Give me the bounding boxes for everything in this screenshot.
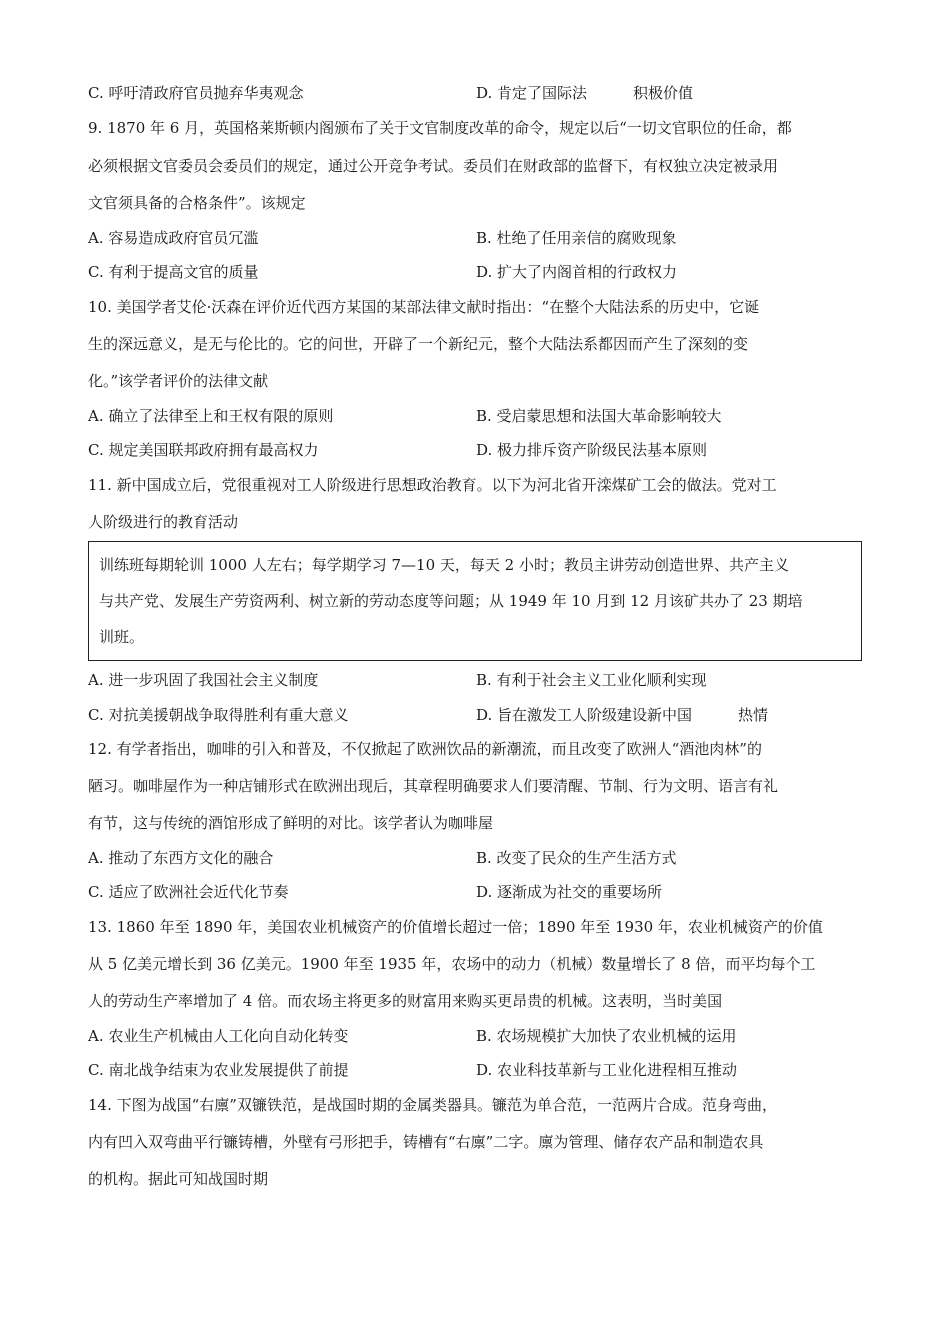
q14-stem-line-3: 的机构。据此可知战国时期 bbox=[88, 1170, 269, 1188]
q8-option-c: C. 呼吁清政府官员抛弃华夷观念 bbox=[88, 84, 304, 102]
q9-option-c: C. 有利于提高文官的质量 bbox=[88, 263, 259, 281]
q11-stem-line-1: 11. 新中国成立后，党很重视对工人阶级进行思想政治教育。以下为河北省开滦煤矿工会的做法。党对工 bbox=[88, 476, 777, 494]
q8-option-d-text: D. 肯定了国际法 bbox=[476, 84, 588, 102]
q9-option-a: A. 容易造成政府官员冗滥 bbox=[88, 229, 259, 247]
q14-stem-line-1: 14. 下图为战国“右廪”双镰铁范，是战国时期的金属类器具。镰范为单合范，一范两片合成。范身弯曲， bbox=[88, 1096, 777, 1114]
q12-option-a: A. 推动了东西方文化的融合 bbox=[88, 849, 274, 867]
q11-material-line-1: 训练班每期轮训 1000 人左右；每学期学习 7—10 天，每天 2 小时；教员主讲劳动创造世界、共产主义 bbox=[99, 556, 789, 574]
q12-option-c: C. 适应了欧洲社会近代化节奏 bbox=[88, 883, 289, 901]
q8-option-d-tail: 积极价值 bbox=[633, 84, 694, 102]
q12-stem-line-1: 12. 有学者指出，咖啡的引入和普及，不仅掀起了欧洲饮品的新潮流，而且改变了欧洲人“酒池肉林”的 bbox=[88, 740, 762, 758]
q14-stem-line-2: 内有凹入双弯曲平行镰铸槽，外壁有弓形把手，铸槽有“右廪”二字。廪为管理、储存农产品和制造农具 bbox=[88, 1133, 764, 1151]
q10-option-c: C. 规定美国联邦政府拥有最高权力 bbox=[88, 441, 319, 459]
q13-stem-line-2: 从 5 亿美元增长到 36 亿美元。1900 年至 1935 年，农场中的动力（机械）数量增长了 8 倍，而平均每个工 bbox=[88, 955, 816, 973]
q12-stem-line-3: 有节，这与传统的酒馆形成了鲜明的对比。该学者认为咖啡屋 bbox=[88, 814, 494, 832]
q10-stem-line-1: 10. 美国学者艾伦·沃森在评价近代西方某国的某部法律文献时指出：“在整个大陆法系的历史中，它诞 bbox=[88, 298, 760, 316]
q11-option-c: C. 对抗美援朝战争取得胜利有重大意义 bbox=[88, 706, 349, 724]
q11-option-d-text: D. 旨在激发工人阶级建设新中国 bbox=[476, 706, 693, 724]
q10-option-b: B. 受启蒙思想和法国大革命影响较大 bbox=[476, 407, 722, 425]
q8-option-d bbox=[476, 82, 693, 103]
q10-stem-line-3: 化。”该学者评价的法律文献 bbox=[88, 372, 269, 390]
q13-stem-line-1: 13. 1860 年至 1890 年，美国农业机械资产的价值增长超过一倍；1890 年至 1930 年，农业机械资产的价值 bbox=[88, 918, 823, 936]
q12-option-d: D. 逐渐成为社交的重要场所 bbox=[476, 883, 663, 901]
q12-option-b: B. 改变了民众的生产生活方式 bbox=[476, 849, 677, 867]
q10-stem-line-2: 生的深远意义，是无与伦比的。它的问世，开辟了一个新纪元，整个大陆法系都因而产生了深刻的变 bbox=[88, 335, 749, 353]
q13-option-d: D. 农业科技革新与工业化进程相互推动 bbox=[476, 1061, 738, 1079]
q11-material-line-2: 与共产党、发展生产劳资两利、树立新的劳动态度等问题；从 1949 年 10 月到 12 月该矿共办了 23 期培 bbox=[99, 592, 803, 610]
q12-stem-line-2: 陋习。咖啡屋作为一种店铺形式在欧洲出现后，其章程明确要求人们要清醒、节制、行为文明、语言有礼 bbox=[88, 777, 779, 795]
q9-stem-line-2: 必须根据文官委员会委员们的规定，通过公开竞争考试。委员们在财政部的监督下，有权独立决定被录用 bbox=[88, 157, 779, 175]
q11-stem-line-2: 人阶级进行的教育活动 bbox=[88, 513, 239, 531]
q13-option-c: C. 南北战争结束为农业发展提供了前提 bbox=[88, 1061, 349, 1079]
q9-option-b: B. 杜绝了任用亲信的腐败现象 bbox=[476, 229, 677, 247]
q11-option-a: A. 进一步巩固了我国社会主义制度 bbox=[88, 671, 319, 689]
q10-option-a: A. 确立了法律至上和王权有限的原则 bbox=[88, 407, 334, 425]
q13-option-a: A. 农业生产机械由人工化向自动化转变 bbox=[88, 1027, 349, 1045]
q11-option-d-tail: 热情 bbox=[738, 706, 769, 724]
q9-stem-line-3: 文官须具备的合格条件”。该规定 bbox=[88, 194, 306, 212]
q9-option-d: D. 扩大了内阁首相的行政权力 bbox=[476, 263, 678, 281]
q11-option-b: B. 有利于社会主义工业化顺利实现 bbox=[476, 671, 707, 689]
q13-stem-line-3: 人的劳动生产率增加了 4 倍。而农场主将更多的财富用来购买更昂贵的机械。这表明，当时美国 bbox=[88, 992, 723, 1010]
q10-option-d: D. 极力排斥资产阶级民法基本原则 bbox=[476, 441, 708, 459]
q11-material-line-3: 训班。 bbox=[99, 628, 145, 646]
q13-option-b: B. 农场规模扩大加快了农业机械的运用 bbox=[476, 1027, 737, 1045]
q9-stem-line-1: 9. 1870 年 6 月，英国格莱斯顿内阁颁布了关于文官制度改革的命令，规定以后“一切文官职位的任命，都 bbox=[88, 119, 792, 137]
q11-material-box bbox=[88, 541, 862, 661]
q11-option-d bbox=[476, 704, 768, 725]
